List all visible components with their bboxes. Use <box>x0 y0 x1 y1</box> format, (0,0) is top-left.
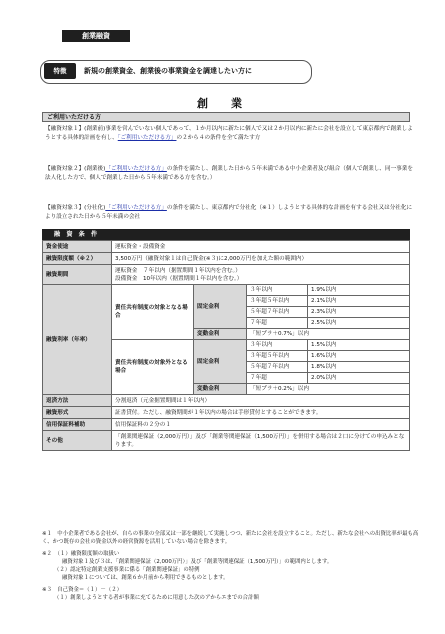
note-2-a: 融資対象１及び３は、「創業関連保証（2,000万円）」及び「創業等関連保証（1,500万円）」の範囲内とします。 <box>62 559 333 565</box>
variable-rate-label: 変動金利 <box>194 329 247 340</box>
feature-badge: 特徴 <box>44 63 76 79</box>
fixed-rate-label: 固定金利 <box>194 285 247 329</box>
eligible-heading: ご利用いただける方 <box>42 112 410 122</box>
rate-value: 1.5%以内 <box>308 340 410 351</box>
other-label: その他 <box>43 431 112 451</box>
rate-term: ３年超５年以内 <box>247 296 308 307</box>
rate-term: ３年以内 <box>247 340 308 351</box>
eligible-item-label: 【融資対象３】(分社化) <box>45 205 106 211</box>
eligible-item-text: の条件を満たし、東京都内で分社化（※１）しようとする具体的な計画を有する会社又は分社化により設立された日から５年未満の会社 <box>45 205 413 220</box>
rate-term: ３年超５年以内 <box>247 351 308 362</box>
rate-term: ７年超 <box>247 318 308 329</box>
repay-label: 返済方法 <box>43 395 112 407</box>
eligible-item-1 <box>45 125 413 143</box>
fund-value: 運転資金・設備資金 <box>112 241 410 253</box>
limit-value: 3,500万円（融資対象１は自己資金(※３)に2,000万円を加えた額の範囲内） <box>112 253 410 265</box>
rate-term: ３年以内 <box>247 285 308 296</box>
variable-rate-value: 「短プラ＋0.7%」以内 <box>247 329 410 340</box>
rate-term: ５年超７年以内 <box>247 307 308 318</box>
guarantor-label: 信用保証料補助 <box>43 419 112 431</box>
rate-value: 2.0%以内 <box>308 373 410 384</box>
limit-label <box>43 253 112 265</box>
repay-value: 分割返済（元金据置期間は１年以内） <box>112 395 410 407</box>
form-label: 融資形式 <box>43 407 112 419</box>
feature-text: 新規の創業資金、創業後の事業資金を調達したい方に <box>84 67 252 75</box>
fund-label: 資金使途 <box>43 241 112 253</box>
rate-value: 1.9%以内 <box>308 285 410 296</box>
rate-group-non-shared: 責任共有制度の対象外となる場合 <box>112 340 194 395</box>
note-1: ※１ 中小企業者である会社が、自らの事業の全部又は一部を継続して実施しつつ、新たに会社を設立すること。ただし、新たな会社への出資比率が最も高く、かつ既存の会社の資金以外の経営資源を活用していない場合を除きます。 <box>42 531 419 545</box>
footnotes <box>42 530 422 602</box>
conditions-table <box>42 240 410 451</box>
rate-term: ５年超７年以内 <box>247 362 308 373</box>
eligible-item-label: 【融資対象２】(創業後) <box>45 166 106 172</box>
note-3-heading: ※３ 自己資金＝（１）－（２） <box>42 587 122 593</box>
eligible-item-label: 【融資対象１】(創業前) <box>45 126 106 132</box>
variable-rate-value: 「短プラ＋0.2%」以内 <box>247 384 410 395</box>
eligible-item-2 <box>45 165 413 183</box>
rate-term: ７年超 <box>247 373 308 384</box>
eligible-item-text: 事業を営んでいない個人であって、１か月以内に新たに個人で又は２か月以内に新たに会社を設立して東京都内で創業しようとする具体的計画を有し、 <box>45 126 413 141</box>
rate-value: 2.5%以内 <box>308 318 410 329</box>
eligible-link[interactable]: 「ご利用いただける方」 <box>105 166 167 172</box>
limit-label-note: （※２） <box>73 255 97 262</box>
period-line: 運転資金 ７年以内（据置期間１年以内を含む。） <box>115 267 241 274</box>
limit-label-text: 融資限度額 <box>46 255 74 262</box>
form-value: 証書貸付。ただし、融資期間が１年以内の場合は手形貸付とすることができます。 <box>112 407 410 419</box>
conditions-heading: 融 資 条 件 <box>42 229 410 240</box>
fixed-rate-label: 固定金利 <box>194 340 247 384</box>
rate-value: 1.8%以内 <box>308 362 410 373</box>
note-3-a: （１）創業しようとする者が事業に充てるために用意した次のアからエまでの合計額 <box>54 595 259 601</box>
eligible-link[interactable]: 「ご利用いただける方」 <box>105 205 167 211</box>
rate-value: 1.6%以内 <box>308 351 410 362</box>
period-value <box>112 265 410 285</box>
variable-rate-label: 変動金利 <box>194 384 247 395</box>
rate-label: 融資利率（年率） <box>43 285 112 395</box>
note-2-heading: ※２ （１）融資限度額の取扱い <box>42 551 120 557</box>
section-tag: 創業融資 <box>62 30 130 42</box>
eligible-item-text: の条件を満たし、創業した日から５年未満である中小企業者及び組合（個人で創業し、同一事業を法人化した方で、個人で創業した日から５年未満である方を含む。） <box>45 166 413 181</box>
note-2-b: 融資対象１については、創業６か月前から利用できるものとします。 <box>62 575 229 581</box>
period-line: 設備資金 10年以内（据置期間１年以内を含む。） <box>115 275 243 282</box>
period-label: 融資期間 <box>43 265 112 285</box>
eligible-item-3 <box>45 204 413 222</box>
guarantor-value: 信用保証料の２分の１ <box>112 419 410 431</box>
note-2-b-heading: （２）認定特定創業支援事業に係る「創業関連保証」の特例 <box>54 567 200 573</box>
other-value: 「創業関連保証（2,000万円）」及び「創業等関連保証（1,500万円）」を併用する場合は２口に分けての申込みとなります。 <box>112 431 410 451</box>
page-title: 創 業 <box>197 97 248 110</box>
eligible-link[interactable]: 「ご利用いただける方」 <box>117 135 177 141</box>
rate-value: 2.3%以内 <box>308 307 410 318</box>
rate-value: 2.1%以内 <box>308 296 410 307</box>
eligible-item-text: の２から４の条件を全て満たす方 <box>176 135 261 141</box>
rate-group-shared: 責任共有制度の対象となる場合 <box>112 285 194 340</box>
